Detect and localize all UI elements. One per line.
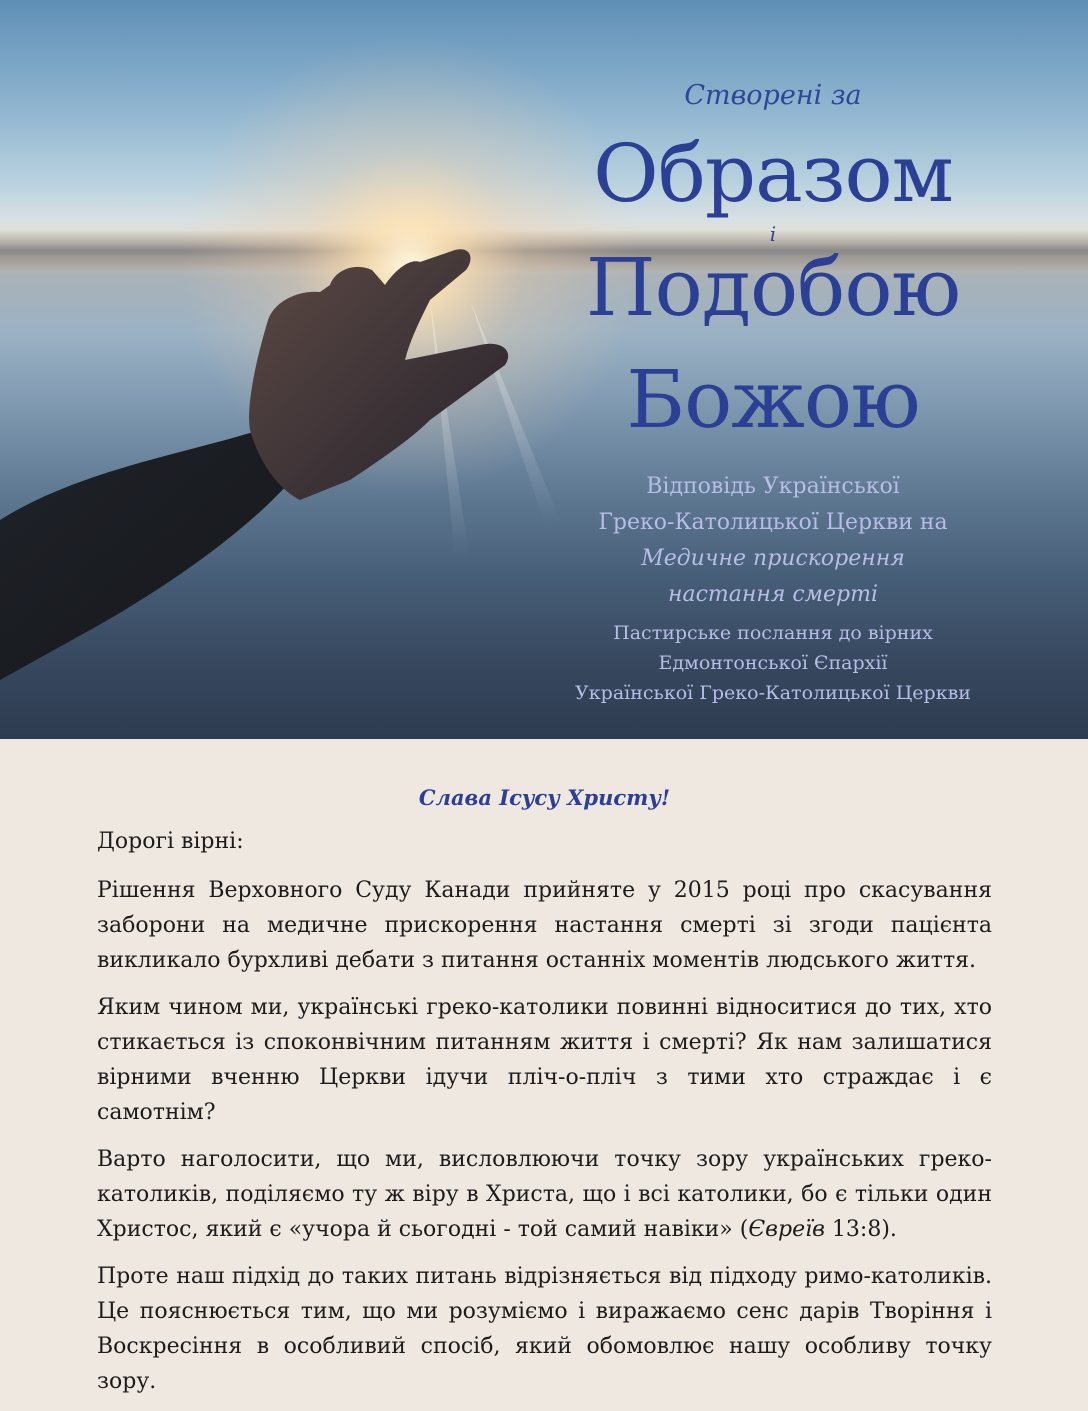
title-kicker: Створені за: [684, 80, 862, 111]
greeting-heading: Слава Ісусу Христу!: [418, 785, 671, 810]
paragraph-3-text: Варто наголосити, що ми, висловлюючи точку зору українських греко-католиків, поділяємо ту ж віру в Христа, що і всі католики, бо є тільки один Христос, який є «учора й сьогодні - той самий навіки» (: [97, 1147, 992, 1242]
salutation: Дорогі вірні:: [97, 829, 244, 854]
scripture-reference-verse: 13:8).: [824, 1217, 897, 1242]
subtitle-line-4: настання смерті: [667, 582, 878, 607]
title-line-obrazom: Образом: [593, 127, 953, 220]
paragraph-2: Яким чином ми, українські греко-католики повинні відноситися до тих, хто стикається із споконвічним питанням життя і смерті? Як нам залишатися вірними вченню Церкви ідучи пліч-о-пліч з тими хто страждає і є самотнім?: [97, 995, 992, 1125]
paragraph-3: [97, 1142, 992, 1247]
paragraph-1: Рішення Верховного Суду Канади прийняте у 2015 році про скасування заборони на медичне прискорення настання смерті зі згоди пацієнта викликало бурхливі дебати з питання останніх моментів людського життя.: [97, 878, 992, 973]
title-conjunction: і: [769, 222, 777, 246]
letter-body: [97, 782, 992, 1411]
paragraph-4: Проте наш підхід до таких питань відрізняється від підходу римо-католиків. Це пояснюється тим, що ми розуміємо і виражаємо сенс дарів Творіння і Воскресіння в особливий спосіб, який обомовлює нашу особливу точку зору.: [97, 1264, 992, 1394]
subtitle-line-1: Відповідь Української: [646, 474, 900, 499]
pastoral-note-line-2: Едмонтонської Єпархії: [658, 652, 888, 674]
subtitle-line-3: Медичне прискорення: [641, 546, 905, 571]
title-line-podoboiu: Подобою: [585, 241, 961, 334]
title-line-bozhoiu: Божою: [626, 353, 920, 446]
scripture-reference-book: Євреїв: [748, 1217, 825, 1242]
subtitle-line-2: Греко-Католицької Церкви на: [598, 510, 948, 535]
pastoral-note-line-1: Пастирське послання до вірних: [613, 622, 933, 644]
pastoral-note-line-3: Української Греко-Католицької Церкви: [575, 682, 971, 704]
